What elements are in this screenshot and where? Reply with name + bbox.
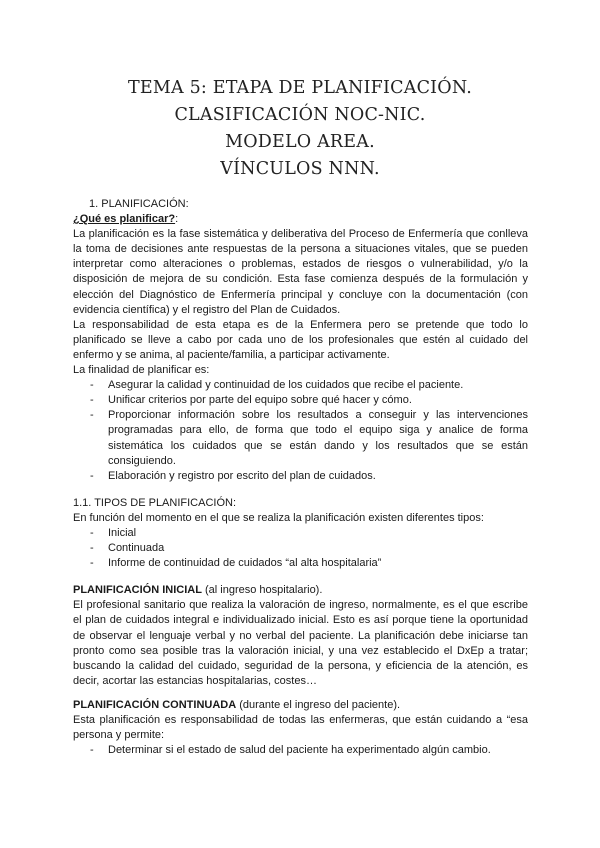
question-colon: : — [175, 213, 179, 226]
spacer — [73, 689, 528, 698]
list-item: - Inicial — [73, 526, 528, 541]
list-item: - Unificar criterios por parte del equipo sobre qué hacer y cómo. — [73, 393, 528, 408]
inicial-heading-rest: (al ingreso hospitalario). — [201, 584, 323, 597]
spacer — [73, 571, 528, 583]
continuada-heading-bold: PLANIFICACIÓN CONTINUADA — [73, 698, 237, 711]
list-item: - Informe de continuidad de cuidados “al alta hospitalaria” — [73, 556, 528, 571]
finalidad-intro: La finalidad de planificar es: — [73, 364, 210, 377]
list-item: - Determinar si el estado de salud del paciente ha experimentado algún cambio. — [73, 743, 528, 758]
section-heading-planificacion: 1. PLANIFICACIÓN: — [89, 198, 189, 210]
tipos-intro: En función del momento en el que se realiza la planificación existen diferentes tipos: — [73, 511, 484, 524]
spacer — [73, 484, 528, 496]
list-item: - Continuada — [73, 541, 528, 556]
finalidad-list — [73, 378, 528, 484]
list-item: - Asegurar la calidad y continuidad de los cuidados que recibe el paciente. — [73, 378, 528, 393]
continuada-heading — [73, 698, 528, 713]
list-item: - Elaboración y registro por escrito del plan de cuidados. — [73, 469, 528, 484]
title-line-1: TEMA 5: ETAPA DE PLANIFICACIÓN. — [128, 78, 472, 98]
section-heading-tipos: 1.1. TIPOS DE PLANIFICACIÓN: — [73, 496, 237, 509]
paragraph-responsibility: La responsabilidad de esta etapa es de la Enfermera pero se pretende que todo lo planificado se lleve a cabo por cada uno de los profesionales que estén al cuidado del enfermo y se anima, al paciente/familia, a participar activamente. — [73, 318, 528, 361]
title-line-2: CLASIFICACIÓN NOC-NIC. — [174, 105, 426, 125]
continuada-heading-rest: (durante el ingreso del paciente). — [236, 698, 401, 711]
paragraph-definition: La planificación es la fase sistemática y deliberativa del Proceso de Enfermería que conlleva la toma de decisiones ante respuestas de la persona a situaciones vitales, que se pueden interpretar como alteraciones o problemas, estados de riesgos o vulnerabilidad, y/o la disposición de mejora de su condición. Esta fase comienza después de la formulación y elección del Diagnóstico de Enfermería principal y concluye con la documentación (con evidencia científica) y el registro del Plan de Cuidados. — [73, 228, 528, 316]
title-line-4: VÍNCULOS NNN. — [220, 159, 380, 179]
list-item: - Proporcionar información sobre los resultados a conseguir y las intervenciones programadas para ello, de forma que todo el equipo siga y analice de forma sistemática los cuidados que se están dando y los resultados que se están consiguiendo. — [73, 408, 528, 468]
question-text: ¿Qué es planificar? — [73, 213, 176, 226]
tipos-list — [73, 526, 528, 571]
paragraph-inicial: El profesional sanitario que realiza la valoración de ingreso, normalmente, es el que escribe el plan de cuidados integral e individualizado inicial. Esto es así porque tiene la oportunidad de observar el lenguaje verbal y no verbal del paciente. La planificación debe iniciarse tan pronto como sea posible tras la valoración inicial, y una vez establecido el DxEp a tratar; buscando la calidad del cuidado, seguridad de la persona, y eficiencia de la atención, es decir, acortar las estancias hospitalarias, costes… — [73, 599, 528, 687]
inicial-heading — [73, 583, 528, 598]
title-line-3: MODELO AREA. — [225, 132, 375, 152]
document-body — [73, 197, 528, 758]
continuada-list — [73, 743, 528, 758]
paragraph-continuada: Esta planificación es responsabilidad de todas las enfermeras, que están cuidando a “esa persona y permite: — [73, 714, 528, 742]
question-line — [73, 212, 528, 227]
inicial-heading-bold: PLANIFICACIÓN INICIAL — [73, 584, 202, 597]
